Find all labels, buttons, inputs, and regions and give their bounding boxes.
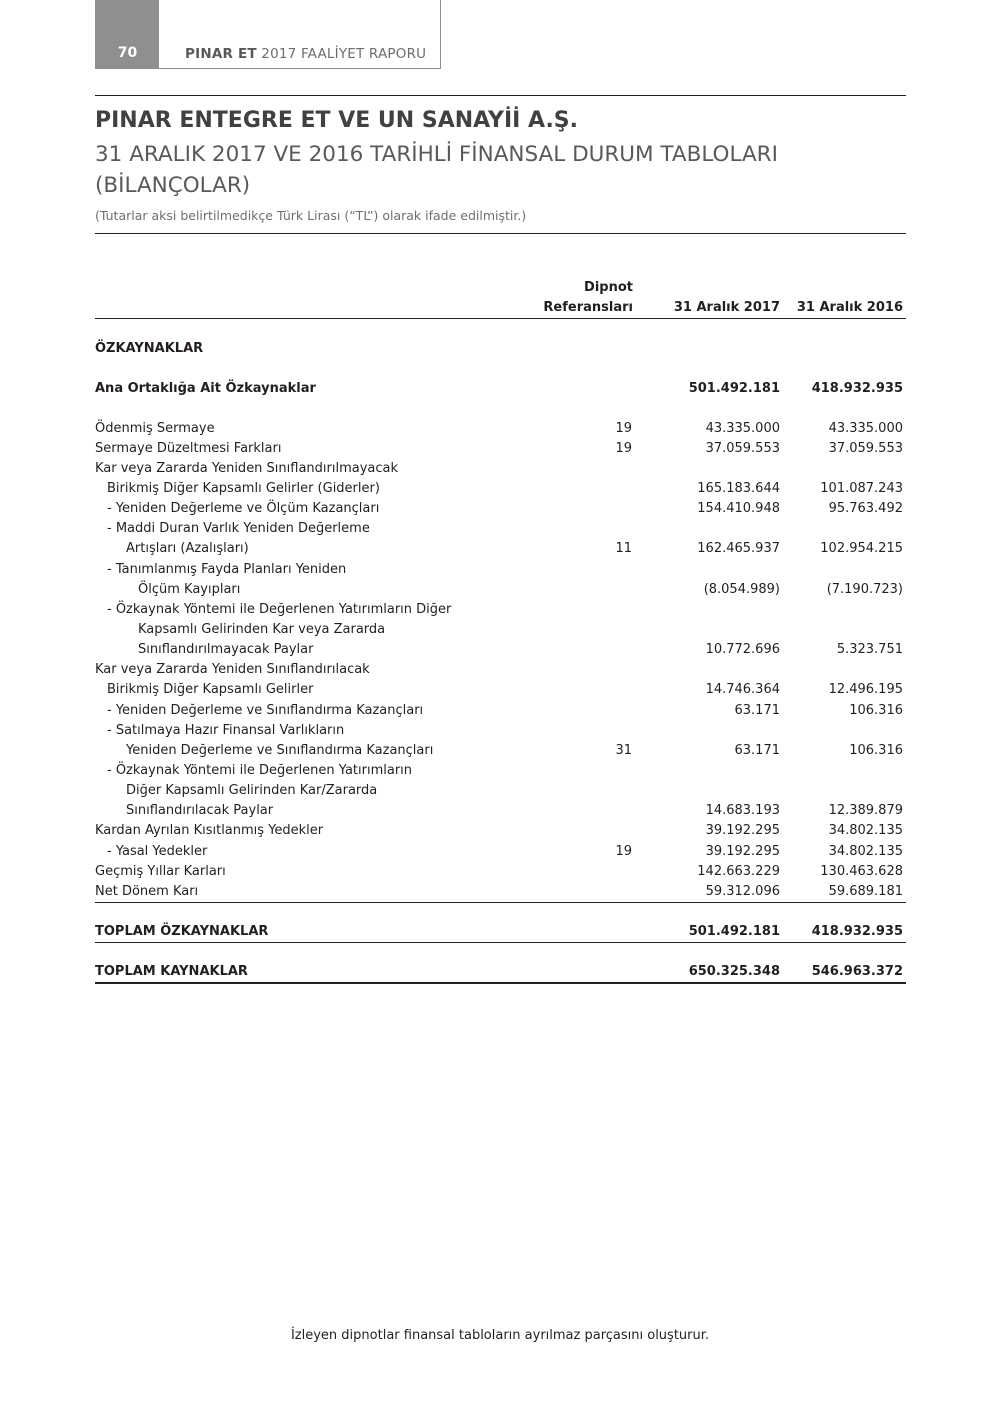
- statement-title: 31 ARALIK 2017 VE 2016 TARİHLİ FİNANSAL DURUM TABLOLARI (BİLANÇOLAR): [95, 142, 778, 198]
- note-ref: 19: [615, 421, 632, 436]
- table-row: [95, 721, 906, 741]
- value-2016: 102.954.215: [820, 541, 903, 556]
- value-2017: 165.183.644: [697, 481, 780, 496]
- brand-name: PINAR ET: [185, 46, 257, 62]
- row-label: Kapsamlı Gelirinden Kar veya Zararda: [138, 622, 386, 637]
- total-equity-rule: [95, 942, 906, 943]
- table-row: [95, 701, 906, 721]
- header-rule: [95, 318, 906, 319]
- value-2016: 5.323.751: [836, 642, 903, 657]
- table-row: [95, 680, 906, 700]
- value-2016: 37.059.553: [828, 441, 903, 456]
- row-label: Kardan Ayrılan Kısıtlanmış Yedekler: [95, 823, 324, 838]
- value-2017: 63.171: [734, 703, 780, 718]
- row-label: - Yasal Yedekler: [107, 844, 208, 859]
- table-row: [95, 862, 906, 882]
- value-2017: 39.192.295: [705, 844, 780, 859]
- company-name: PINAR ENTEGRE ET VE UN SANAYİİ A.Ş.: [95, 108, 579, 133]
- table-row: [95, 640, 906, 660]
- report-name: 2017 FAALİYET RAPORU: [261, 46, 427, 62]
- row-label: Yeniden Değerleme ve Sınıflandırma Kazançları: [126, 743, 434, 758]
- table-row: [95, 741, 906, 761]
- table-row: [95, 821, 906, 841]
- row-label: Ana Ortaklığa Ait Özkaynaklar: [95, 381, 316, 396]
- table-row: [95, 781, 906, 801]
- value-2017: 501.492.181: [688, 924, 780, 939]
- table-row: [95, 882, 906, 902]
- row-label: - Yeniden Değerleme ve Ölçüm Kazançları: [107, 501, 380, 516]
- value-2017: 59.312.096: [705, 884, 780, 899]
- table-row: [95, 519, 906, 539]
- value-2016: 12.389.879: [828, 803, 903, 818]
- footnote: İzleyen dipnotlar finansal tabloların ayrılmaz parçasını oluşturur.: [290, 1328, 710, 1343]
- col-header-ref-line1: Dipnot: [584, 280, 633, 295]
- table-row: [95, 539, 906, 559]
- value-2016: 34.802.135: [828, 823, 903, 838]
- row-label: - Tanımlanmış Fayda Planları Yeniden: [107, 562, 347, 577]
- value-2017: 650.325.348: [688, 964, 780, 979]
- value-2017: 501.492.181: [688, 381, 780, 396]
- table-row: [95, 801, 906, 821]
- value-2017: 39.192.295: [705, 823, 780, 838]
- value-2017: 154.410.948: [697, 501, 780, 516]
- running-header: [95, 0, 441, 69]
- row-label: Ölçüm Kayıpları: [138, 582, 241, 597]
- row-label: Sınıflandırılacak Paylar: [126, 803, 274, 818]
- row-label: Kar veya Zararda Yeniden Sınıflandırılacak: [95, 662, 370, 677]
- table-row: [95, 620, 906, 640]
- table-row: [95, 580, 906, 600]
- row-label: - Maddi Duran Varlık Yeniden Değerleme: [107, 521, 370, 536]
- row-label: TOPLAM KAYNAKLAR: [95, 964, 248, 979]
- value-2016: 95.763.492: [828, 501, 903, 516]
- row-label: - Satılmaya Hazır Finansal Varlıkların: [107, 723, 345, 738]
- value-2017: 14.746.364: [705, 682, 780, 697]
- table-row: [95, 660, 906, 680]
- note-ref: 19: [615, 844, 632, 859]
- value-2016: (7.190.723): [826, 582, 903, 597]
- table-row: [95, 479, 906, 499]
- title-bottom-rule: [95, 233, 906, 234]
- value-2016: 418.932.935: [811, 924, 903, 939]
- row-label: - Özkaynak Yöntemi ile Değerlenen Yatırımların: [107, 763, 413, 778]
- table-row: [95, 600, 906, 620]
- note-ref: 31: [615, 743, 632, 758]
- row-label: Ödenmiş Sermaye: [95, 421, 215, 436]
- value-2017: (8.054.989): [703, 582, 780, 597]
- row-label: Geçmiş Yıllar Karları: [95, 864, 226, 879]
- row-label: - Özkaynak Yöntemi ile Değerlenen Yatırımların Diğer: [107, 602, 452, 617]
- col-header-ref-line2: Referansları: [543, 300, 633, 315]
- currency-note: (Tutarlar aksi belirtilmedikçe Türk Lirası (“TL”) olarak ifade edilmiştir.): [95, 208, 527, 223]
- table-row: [95, 499, 906, 519]
- value-2016: 106.316: [849, 703, 903, 718]
- value-2017: 43.335.000: [705, 421, 780, 436]
- row-label: Net Dönem Karı: [95, 884, 199, 899]
- table-row: [95, 842, 906, 862]
- row-label: Birikmiş Diğer Kapsamlı Gelirler (Giderler): [107, 481, 380, 496]
- note-ref: 11: [615, 541, 632, 556]
- row-label: Birikmiş Diğer Kapsamlı Gelirler: [107, 682, 314, 697]
- value-2017: 14.683.193: [705, 803, 780, 818]
- running-header-text: [185, 46, 426, 62]
- note-ref: 19: [615, 441, 632, 456]
- value-2016: 418.932.935: [811, 381, 903, 396]
- value-2017: 63.171: [734, 743, 780, 758]
- value-2016: 101.087.243: [820, 481, 903, 496]
- page-number: 70: [96, 0, 159, 68]
- table-row: [95, 761, 906, 781]
- col-header-2016: 31 Aralık 2016: [796, 300, 903, 315]
- row-label: - Yeniden Değerleme ve Sınıflandırma Kazançları: [107, 703, 424, 718]
- value-2016: 130.463.628: [820, 864, 903, 879]
- grand-total-rule: [95, 982, 906, 984]
- table-row: [95, 379, 906, 399]
- row-label: Artışları (Azalışları): [126, 541, 249, 556]
- table-row: [95, 419, 906, 439]
- row-label: TOPLAM ÖZKAYNAKLAR: [95, 924, 269, 939]
- row-label: Kar veya Zararda Yeniden Sınıflandırılmayacak: [95, 461, 399, 476]
- value-2016: 59.689.181: [828, 884, 903, 899]
- value-2017: 142.663.229: [697, 864, 780, 879]
- col-header-2017: 31 Aralık 2017: [673, 300, 780, 315]
- value-2016: 43.335.000: [828, 421, 903, 436]
- row-label: Sermaye Düzeltmesi Farkları: [95, 441, 282, 456]
- value-2017: 10.772.696: [705, 642, 780, 657]
- subtotal-rule: [95, 902, 906, 903]
- value-2016: 546.963.372: [811, 964, 903, 979]
- total-row: [95, 962, 906, 982]
- value-2017: 37.059.553: [705, 441, 780, 456]
- table-row: [95, 459, 906, 479]
- value-2017: 162.465.937: [697, 541, 780, 556]
- row-label: Diğer Kapsamlı Gelirinden Kar/Zararda: [126, 783, 378, 798]
- value-2016: 12.496.195: [828, 682, 903, 697]
- table-row: [95, 339, 906, 359]
- title-top-rule: [95, 95, 906, 96]
- total-row: [95, 922, 906, 942]
- value-2016: 106.316: [849, 743, 903, 758]
- row-label: Sınıflandırılmayacak Paylar: [138, 642, 314, 657]
- row-label: ÖZKAYNAKLAR: [95, 341, 204, 356]
- table-row: [95, 560, 906, 580]
- value-2016: 34.802.135: [828, 844, 903, 859]
- table-row: [95, 439, 906, 459]
